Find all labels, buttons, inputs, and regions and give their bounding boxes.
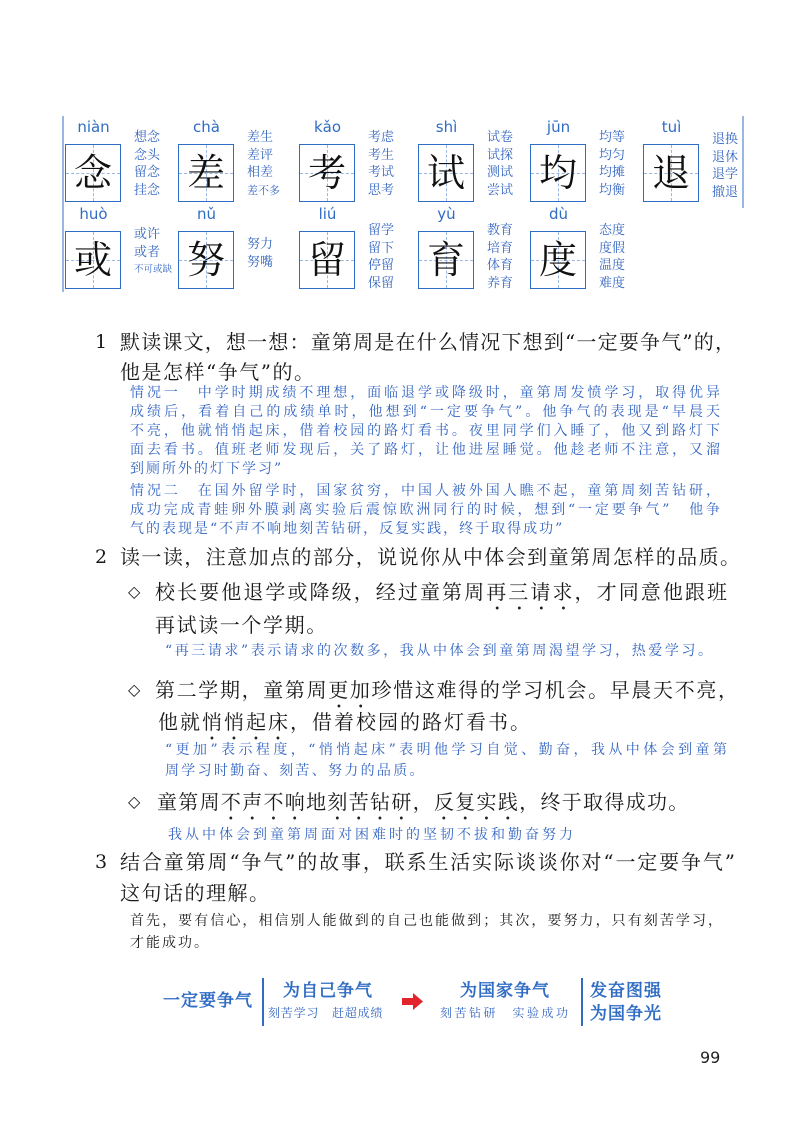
answer-line: 面去看书。值班老师发现后，关了路灯，让他进屋睡觉。他趁老师不注意，又溜 xyxy=(130,442,720,458)
sentence-text: ，才同意他跟班 xyxy=(574,580,728,604)
divider-line xyxy=(262,978,264,1026)
pinyin-label: niàn xyxy=(77,118,110,136)
tianzige-box xyxy=(178,231,234,289)
word: 退学 xyxy=(712,167,739,182)
sentence-text: 地 xyxy=(306,790,328,814)
pinyin-label: jūn xyxy=(546,118,571,136)
question-prompt-line: 这句话的理解。 xyxy=(120,881,271,905)
pinyin-label: dù xyxy=(548,205,569,223)
sentence-text: 第二学期，童第周 xyxy=(155,678,329,702)
hanzi-character: 或 xyxy=(73,238,112,282)
question-prompt-line: 他是怎样“争气”的。 xyxy=(120,360,316,384)
word-list xyxy=(368,222,394,292)
question-number: 1 xyxy=(95,331,108,353)
answer-line: 首先，要有信心，相信别人能做到的自己也能做到；其次，要努力，只有刻苦学习， xyxy=(130,913,722,929)
pinyin-label: nǔ xyxy=(196,205,216,223)
pinyin-label: chà xyxy=(193,118,220,136)
word: 努力 xyxy=(247,237,274,252)
word-list xyxy=(368,129,394,199)
hanzi-character: 退 xyxy=(651,151,690,195)
hanzi-character: 均 xyxy=(538,151,577,195)
question-prompt-line: 读一读，注意加点的部分，说说你从中体会到童第周怎样的品质。 xyxy=(120,545,740,569)
answer-line: 我从中体会到童第周面对困难时的坚韧不拔和勤奋努力 xyxy=(168,827,576,843)
word-list xyxy=(599,129,625,199)
word: 差不多 xyxy=(247,183,280,197)
hanzi-character: 度 xyxy=(538,238,577,282)
diamond-bullet-icon: ◇ xyxy=(128,582,141,601)
pinyin-label: tuì xyxy=(661,118,682,136)
sentence-text: ， xyxy=(412,790,434,814)
table-border-line xyxy=(62,116,64,292)
word: 留念 xyxy=(134,165,161,180)
diagram-result-label: 为国争光 xyxy=(590,1004,662,1024)
word-list xyxy=(712,131,738,201)
tianzige-box xyxy=(418,231,474,289)
char-cell-huo xyxy=(65,204,195,384)
word: 挂念 xyxy=(134,182,161,198)
word: 保留 xyxy=(368,275,395,291)
word-list xyxy=(247,236,273,271)
tianzige-box xyxy=(418,144,474,202)
hanzi-character: 留 xyxy=(307,238,346,282)
word: 温度 xyxy=(599,258,626,273)
word: 努嘴 xyxy=(247,254,274,270)
word: 差评 xyxy=(247,147,274,163)
sentence-text: 珍惜这难得的学习机会。早晨天不亮， xyxy=(371,678,739,702)
question-number: 3 xyxy=(95,851,108,873)
pinyin-label: kǎo xyxy=(313,118,342,136)
pinyin-label: huò xyxy=(79,205,108,223)
word: 试卷 xyxy=(487,130,514,145)
pinyin-label: liú xyxy=(318,205,337,223)
tianzige-box xyxy=(643,144,699,202)
char-cell-liu xyxy=(299,204,429,384)
tianzige-box xyxy=(299,231,355,289)
diagram-stage2-detail: 刻苦钻研 实验成功 xyxy=(440,1006,571,1020)
dotted-phrase: 刻苦钻研 xyxy=(327,790,413,814)
word: 或许 xyxy=(134,227,161,242)
diagram-stage1-title: 为自己争气 xyxy=(283,981,373,1001)
word: 考试 xyxy=(368,165,395,180)
tianzige-box xyxy=(530,144,586,202)
hanzi-character: 念 xyxy=(73,151,112,195)
word: 念头 xyxy=(134,147,161,163)
word: 相差 xyxy=(247,165,274,180)
word: 尝试 xyxy=(487,182,514,198)
word-list xyxy=(134,129,160,199)
word: 思考 xyxy=(368,182,395,198)
word: 度假 xyxy=(599,240,626,256)
tianzige-box xyxy=(299,144,355,202)
arrow-right-icon xyxy=(402,993,424,1010)
diagram-result-label: 发奋图强 xyxy=(590,981,662,1001)
word: 退休 xyxy=(712,149,739,165)
diagram-root-label: 一定要争气 xyxy=(163,991,253,1011)
word: 考虑 xyxy=(368,130,395,145)
word: 撤退 xyxy=(712,184,739,200)
word: 培育 xyxy=(487,240,514,256)
answer-line: “更加”表示程度，“悄悄起床”表明他学习自觉、勤奋，我从中体会到童第 xyxy=(165,742,727,758)
word-list xyxy=(134,226,172,279)
question-prompt-line: 默读课文，想一想：童第周是在什么情况下想到“一定要争气”的， xyxy=(120,330,735,354)
char-cell-du xyxy=(530,204,660,384)
word: 留学 xyxy=(368,223,395,238)
word: 均等 xyxy=(599,130,626,145)
dotted-phrase: 更加 xyxy=(328,678,372,702)
word: 测试 xyxy=(487,165,514,180)
word-list xyxy=(487,129,513,199)
answer-line: 气的表现是“不声不响地刻苦钻研，反复实践，终于取得成功” xyxy=(130,521,565,537)
sentence-text: 再试读一个学期。 xyxy=(155,613,328,637)
word: 退换 xyxy=(712,132,739,147)
sentence-text: 童第周 xyxy=(157,790,221,814)
tianzige-box xyxy=(178,144,234,202)
pinyin-label: shì xyxy=(435,118,458,136)
hanzi-character: 差 xyxy=(186,151,225,195)
word: 均摊 xyxy=(599,165,626,180)
page-number: 99 xyxy=(700,1048,721,1067)
diamond-bullet-icon: ◇ xyxy=(128,792,141,811)
answer-line: 才能成功。 xyxy=(130,935,210,951)
sentence-text: ，借着校园的路灯看书。 xyxy=(290,710,532,734)
dotted-phrase: 反复实践 xyxy=(433,790,520,814)
word: 体育 xyxy=(487,258,514,273)
dotted-phrase: 悄悄起床 xyxy=(202,710,290,734)
sentence-text: 他就 xyxy=(158,710,202,734)
question-prompt-line: 结合童第周“争气”的故事，联系生活实际谈谈你对“一定要争气” xyxy=(120,850,735,874)
tianzige-box xyxy=(530,231,586,289)
answer-line: 周学习时勤奋、刻苦、努力的品质。 xyxy=(165,763,426,779)
word: 均衡 xyxy=(599,182,626,198)
word: 教育 xyxy=(487,223,514,238)
answer-line: 成功完成青蛙卵外膜剥离实验后震惊欧洲同行的时候，想到“一定要争气” 他争 xyxy=(130,502,720,518)
dotted-phrase: 不声不响 xyxy=(220,790,307,814)
hanzi-character: 努 xyxy=(186,238,225,282)
diamond-bullet-icon: ◇ xyxy=(128,680,141,699)
answer-line: 情况一 中学时期成绩不理想，面临退学或降级时，童第周发愤学习，取得优异 xyxy=(130,385,720,401)
word: 难度 xyxy=(599,275,626,291)
word: 试探 xyxy=(487,147,514,163)
answer-line: “再三请求”表示请求的次数多，我从中体会到童第周渴望学习，热爱学习。 xyxy=(165,643,712,659)
char-cell-yu xyxy=(418,204,548,384)
pinyin-label: yù xyxy=(437,205,456,223)
sentence-line xyxy=(157,788,690,825)
char-cell-nu xyxy=(178,204,308,384)
answer-line: 情况二 在国外留学时，国家贫穷，中国人被外国人瞧不起，童第周刻苦钻研， xyxy=(130,483,720,499)
hanzi-character: 育 xyxy=(426,238,465,282)
word: 停留 xyxy=(368,258,395,273)
sentence-text: 校长要他退学或降级，经过童第周 xyxy=(155,580,487,604)
word: 均匀 xyxy=(599,147,626,163)
word: 养育 xyxy=(487,275,514,291)
word: 想念 xyxy=(134,130,161,145)
word: 留下 xyxy=(368,240,395,256)
question-number: 2 xyxy=(95,546,108,568)
tianzige-box xyxy=(65,144,121,202)
word: 不可或缺 xyxy=(134,264,173,275)
answer-line: 成绩后，看着自己的成绩单时，他想到“一定要争气”。他争气的表现是“早晨天 xyxy=(130,404,720,420)
word-list xyxy=(487,222,513,292)
sentence-line xyxy=(155,578,727,615)
word-list xyxy=(247,129,280,199)
diagram-stage2-title: 为国家争气 xyxy=(460,981,550,1001)
diagram-stage1-detail: 刻苦学习 赶超成绩 xyxy=(268,1006,384,1020)
sentence-line xyxy=(155,611,328,639)
word: 考生 xyxy=(368,147,395,163)
dotted-phrase: 再三请求 xyxy=(486,580,575,604)
hanzi-character: 试 xyxy=(426,151,465,195)
word: 或者 xyxy=(134,244,161,260)
word: 态度 xyxy=(599,223,626,238)
tianzige-box xyxy=(65,231,121,289)
sentence-text: ，终于取得成功。 xyxy=(519,790,690,814)
word-list xyxy=(599,222,625,292)
sentence-line xyxy=(158,708,532,745)
divider-line xyxy=(581,978,583,1026)
hanzi-character: 考 xyxy=(307,151,346,195)
answer-line: 到厕所外的灯下学习” xyxy=(130,461,284,477)
answer-line: 不亮，他就悄悄起床，借着校园的路灯看书。夜里同学们入睡了，他又到路灯下 xyxy=(130,423,720,439)
word: 差生 xyxy=(247,130,274,145)
char-cell-tui xyxy=(643,117,773,297)
